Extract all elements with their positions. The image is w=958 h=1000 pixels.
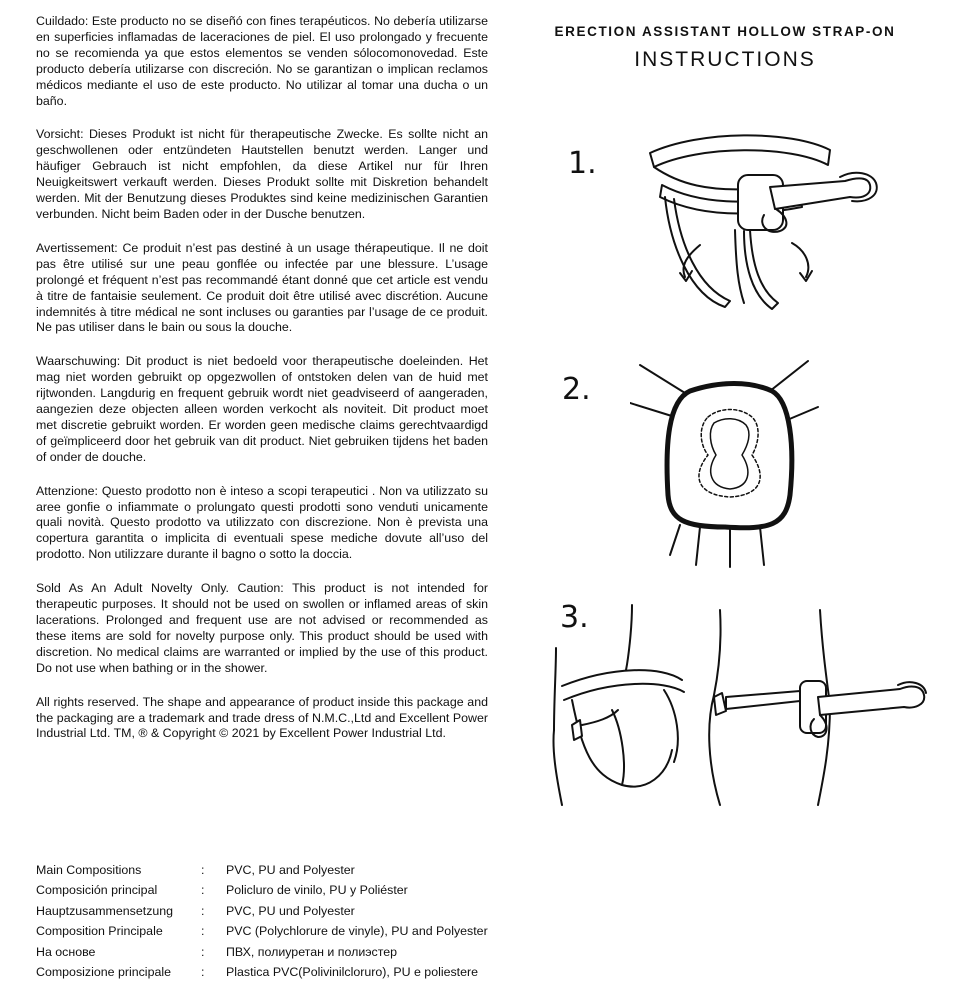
step-number-3: 3. <box>560 600 589 635</box>
worn-side-illustration <box>700 605 940 810</box>
warning-spanish: Cuildado: Este producto no se diseñó con fines terapéuticos. No debería utilizarse en superficies inflamadas de laceraciones de piel. El uso prolongado y frecuente no se recomienda ya que estos elementos se venden sólocomonovedad. Este producto debería utilizarse con discreción. No se garantizan o implican reclamos médicos mediante el uso de este producto. No utilizar al tomar una ducha o un baño. <box>36 14 488 108</box>
harness-illustration <box>640 125 890 320</box>
composition-row: На основе : ПВХ, полиуретан и полиэстер <box>36 944 398 959</box>
composition-row: Main Compositions : PVC, PU and Polyester <box>36 863 355 877</box>
composition-row: Composition Principale : PVC (Polychlorure de vinyle), PU and Polyester <box>36 924 488 939</box>
warnings-column <box>36 14 488 760</box>
composition-row: Composizione principale : Plastica PVC(Polivinilcloruro), PU e poliestere <box>36 965 479 980</box>
composition-row: Hauptzusammensetzung : PVC, PU und Polyester <box>36 903 355 918</box>
compositions-table <box>36 860 556 982</box>
base-closeup-illustration <box>630 355 820 570</box>
instructions-heading: INSTRUCTIONS <box>634 48 816 71</box>
warning-italian: Attenzione: Questo prodotto non è inteso a scopi terapeutici . Non va utilizzato su aree gonfie o infiammate o prolungato questi prodotti sono venduti unicamente quali novità. Questo prodotto va utilizzato con discrezione. Non è prevista una copertura garantita o implicita di eventuali spese mediche dovute all’uso del prodotto. Non utilizzare durante il bagno o sotto la doccia. <box>36 483 488 562</box>
warning-french: Avertissement: Ce produit n’est pas destiné à un usage thérapeutique. Il ne doit pas être utilisé sur une peau gonflée ou infectée par une blessure. L’usage prolongé et fréquent n’est pas recommandé étant donné que cet article est vendu à titre de fantaisie seulement. Ce produit doit être utilisé avec discrétion. Aucune indemnités à titre médical ne sont incluses ou garanties par l’usage de ce produit. Ne pas utiliser dans le bain ou sous la douche. <box>36 240 488 335</box>
copyright-notice: All rights reserved. The shape and appearance of product inside this package and the packaging are a trademark and trade dress of N.M.C.,Ltd and Excellent Power Industrial Ltd. TM, ® & Copyright © 2021 by Excellent Power Industrial Ltd. <box>36 694 488 741</box>
composition-row: Composición principal : Policluro de vinilo, PU y Poliéster <box>36 883 408 898</box>
product-title: ERECTION ASSISTANT HOLLOW STRAP-ON <box>554 24 896 39</box>
step-number-2: 2. <box>562 372 591 407</box>
warning-english: Sold As An Adult Novelty Only. Caution: This product is not intended for therapeutic purposes. It should not be used on swollen or inflamed areas of skin lacerations. Prolonged and frequent use are not advised or recommended as these items are sold for novelty purpose only. This product should be used with discretion. No medical claims are warranted or implied by the use of this product. Do not use when bathing or in the shower. <box>36 581 488 675</box>
warning-dutch: Waarschuwing: Dit product is niet bedoeld voor therapeutische doeleinden. Het mag niet worden gebruikt op opgezwollen of ontstoken delen van de huid met rijtwonden. Langdurig en frequent gebruik wordt niet geadviseerd of aangeraden, aangezien deze objecten alleen worden verkocht als noviteit. Dit product moet met discretie gebruikt worden. Er worden geen medische claims gerechtvaardigd of geïmpliceerd door het gebruik van dit product. Niet gebruiken tijdens het baden of onder de douche. <box>36 354 488 464</box>
step-number-1: 1. <box>568 146 597 181</box>
warning-german: Vorsicht: Dieses Produkt ist nicht für therapeutische Zwecke. Es sollte nicht an geschwollenen oder entzündeten Hautstellen benutzt werden. Langer und häufiger Gebrauch ist nicht empfohlen, da diese Artikel nur für Ihren Neuigkeitswert verkauft werden. Dieses Produkt sollte mit Diskretion behandelt werden. Mit der Benutzung dieses Produktes sind keine medizinischen Garantien verbunden. Nicht beim Baden oder in der Dusche benutzen. <box>36 127 488 221</box>
